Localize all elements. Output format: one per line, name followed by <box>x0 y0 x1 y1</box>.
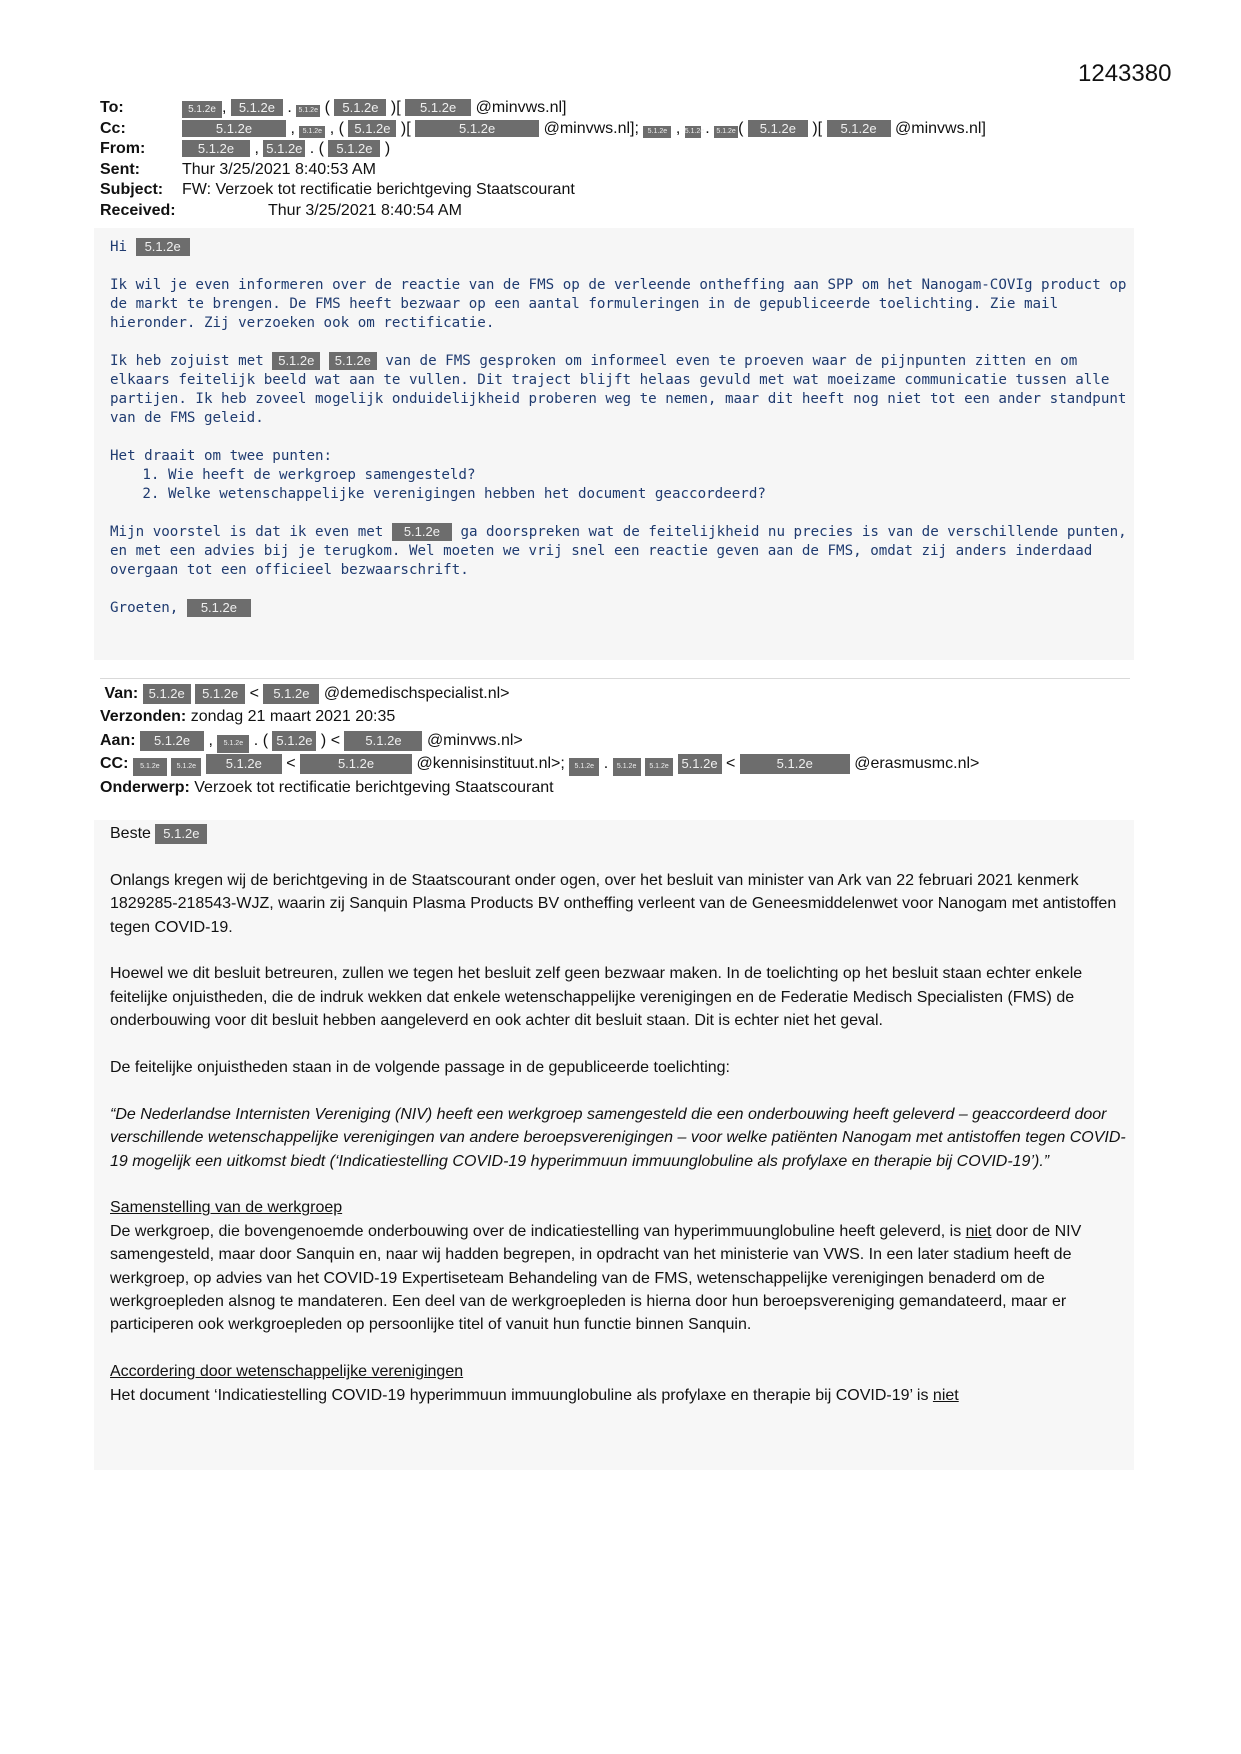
forwarded-header <box>100 682 979 799</box>
message-paragraph-2: Ik heb zojuist met 5.1.2e 5.1.2e van de FMS gesproken om informeel even te proeven waar de pijnpunten zitten en om elkaars feitelijk beeld wat aan te vullen. Dit traject blijft helaas gevuld met wat moeizame communicatie tussen alle partijen. Ik heb zoveel mogelijk onduidelijkheid proberen weg te nemen, maar dit heeft nog niet tot een ander standpunt van de FMS geleid. <box>110 353 1127 426</box>
redaction: 5.1.2e <box>231 99 283 116</box>
message-paragraph-3: Mijn voorstel is dat ik even met 5.1.2e ga doorspreken wat de feitelijkheid nu precies is van de verschillende punten, en met een advies bij je terugkom. Wel moeten we vrij snel een reactie geven aan de FMS, omdat zij anders inderdaad overgaan tot een officieel bezwaarschrift. <box>110 524 1127 578</box>
section-heading-2: Accordering door wetenschappelijke verenigingen <box>110 1363 464 1381</box>
redaction: 5.1.2e <box>740 754 850 774</box>
redaction: 5.1.2e <box>299 126 325 138</box>
redaction: 5.1.2e <box>171 758 201 776</box>
message-closing: Groeten, 5.1.2e <box>110 599 1140 618</box>
redaction: 5.1.2e <box>143 684 191 704</box>
received-row <box>100 201 462 222</box>
redaction: 5.1.2e <box>643 126 671 138</box>
redaction: 5.1.2e <box>714 126 738 138</box>
to-label: To: <box>100 99 124 116</box>
letter-paragraph-2: Hoewel we dit besluit betreuren, zullen we tegen het besluit zelf geen bezwaar maken. In de toelichting op het besluit staan echter enkele feitelijke onjuistheden, die de indruk wekken dat enkele wetenschappelijke verenigingen en de Federatie Medisch Specialisten (FMS) de onderbouwing voor dit besluit hebben aangeleverd en ook achter dit besluit staan. Dit is echter niet het geval. <box>110 965 1083 1030</box>
subject-row <box>100 180 575 201</box>
redaction: 5.1.2e <box>344 731 422 751</box>
redaction: 5.1.2e <box>155 824 207 844</box>
list-item: 1. Wie heeft de werkgroep samengesteld? <box>168 466 1140 485</box>
sent-row <box>100 160 376 181</box>
letter-body <box>110 822 1140 1407</box>
redaction: 5.1.2e <box>348 120 396 137</box>
received-value: Thur 3/25/2021 8:40:54 AM <box>268 201 462 219</box>
document-number: 1243380 <box>1078 60 1172 87</box>
redaction: 5.1.2e <box>392 523 452 541</box>
redaction: 5.1.2e <box>263 140 305 157</box>
cc-domain-2: @minvws.nl] <box>895 119 986 137</box>
sent-label: Sent: <box>100 160 140 178</box>
redaction: 5.1.2e <box>195 684 245 704</box>
redaction: 5.1.2e <box>645 758 673 776</box>
sent-value: Thur 3/25/2021 8:40:53 AM <box>182 160 376 178</box>
section-heading-1: Samenstelling van de werkgroep <box>110 1199 343 1217</box>
letter-paragraph-1: Onlangs kregen wij de berichtgeving in de Staatscourant onder ogen, over het besluit van minister van Ark van 22 februari 2021 kenmerk 1829285-218543-WJZ, waarin zij Sanquin Plasma Products BV ontheffing verleent van de Geneesmiddelenwet voor Nanogam met antistoffen tegen COVID-19. <box>110 871 1117 936</box>
redaction: 5.1.2e <box>272 731 316 751</box>
letter-paragraph-3: De feitelijke onjuistheden staan in de volgende passage in de gepubliceerde toelichting: <box>110 1059 730 1077</box>
redaction: 5.1.2e <box>136 238 190 256</box>
redaction: 5.1.2e <box>296 105 320 117</box>
points-list <box>110 466 1140 504</box>
section-paragraph-1: De werkgroep, die bovengenoemde onderbouwing over de indicatiestelling van hyperimmuunglobuline heeft geleverd, is niet door de NIV samengesteld, maar door Sanquin en, naar wij hadden begrepen, in opdracht van het ministerie van VWS. In een later stadium heeft de werkgroep, op advies van het COVID-19 Expertiseteam Behandeling van de FMS, wetenschappelijke verenigingen benaderd om de werkgroepleden alsnog te mandateren. Een deel van de werkgroepleden is hierna door hun beroepsvereniging gemandateerd, maar er participeren ook werkgroepleden op persoonlijke titel of vanuit hun functie binnen Sanquin. <box>110 1222 1082 1334</box>
message-greeting: Hi 5.1.2e <box>110 238 1140 257</box>
separator-line <box>100 678 1130 679</box>
redaction: 5.1.2e <box>217 735 249 753</box>
subject-label: Subject: <box>100 181 164 198</box>
cc-row: Cc: 5.1.2e , 5.1.2e , ( 5.1.2e )[ 5.1.2e @minvws.nl]; 5.1.2e , 5.1.2e . 5.1.2e ( 5.1.2e )[ 5.1.2e @minvws.nl] <box>100 119 182 140</box>
redaction: 5.1.2e <box>415 120 539 137</box>
message-body <box>110 238 1140 637</box>
letter-quote: “De Nederlandse Internisten Vereniging (NIV) heeft een werkgroep samengesteld die een onderbouwing heeft geleverd – geaccordeerd door verschillende wetenschappelijke verenigingen van andere beroepsverenigingen – voor welke patiënten Nanogam met antistoffen tegen COVID-19 mogelijk een uitkomst biedt (‘Indicatiestelling COVID-19 hyperimmuun immuunglobuline als profylaxe en therapie bij COVID-19’).” <box>110 1105 1126 1170</box>
received-label: Received: <box>100 201 176 219</box>
onderwerp-row: Onderwerp: Verzoek tot rectificatie berichtgeving Staatscourant <box>100 778 554 796</box>
redaction: 5.1.2e <box>272 352 320 370</box>
redaction: 5.1.2e <box>685 126 701 138</box>
cc-row: CC: 5.1.2e 5.1.2e 5.1.2e < 5.1.2e @kennisinstituut.nl>; 5.1.2e . 5.1.2e 5.1.2e 5.1.2e < 5.1.2e @erasmusmc.nl> <box>100 752 979 775</box>
redaction: 5.1.2e <box>187 599 251 617</box>
to-domain: @minvws.nl] <box>475 99 567 116</box>
points-intro: Het draait om twee punten: <box>110 448 333 464</box>
redaction: 5.1.2e <box>613 758 641 776</box>
redaction: 5.1.2e <box>263 684 319 704</box>
from-label: From: <box>100 140 146 157</box>
redaction: 5.1.2e <box>140 731 204 751</box>
redaction: 5.1.2e <box>300 754 412 774</box>
list-item: 2. Welke wetenschappelijke verenigingen hebben het document geaccordeerd? <box>168 485 1140 504</box>
redaction: 5.1.2e <box>405 99 471 116</box>
to-row: To: 5.1.2e , 5.1.2e . 5.1.2e ( 5.1.2e )[ 5.1.2e @minvws.nl] <box>100 98 182 119</box>
redaction: 5.1.2e <box>334 99 386 116</box>
redaction: 5.1.2e <box>182 101 222 118</box>
redaction: 5.1.2e <box>827 120 891 137</box>
redaction: 5.1.2e <box>678 754 722 774</box>
section-paragraph-2: Het document ‘Indicatiestelling COVID-19 hyperimmuun immuunglobuline als profylaxe en therapie bij COVID-19’ is niet <box>110 1386 959 1404</box>
redaction: 5.1.2e <box>569 758 599 776</box>
aan-row: Aan: 5.1.2e , 5.1.2e . ( 5.1.2e ) < 5.1.2e @minvws.nl> <box>100 729 979 752</box>
redaction: 5.1.2e <box>182 140 250 157</box>
verzonden-row: Verzonden: zondag 21 maart 2021 20:35 <box>100 708 396 726</box>
email-header <box>100 98 986 221</box>
subject-value: FW: Verzoek tot rectificatie berichtgeving Staatscourant <box>182 181 575 198</box>
redaction: 5.1.2e <box>206 754 282 774</box>
redaction: 5.1.2e <box>133 758 167 776</box>
redaction: 5.1.2e <box>182 120 286 137</box>
cc-domain: @minvws.nl]; <box>543 119 639 137</box>
redaction: 5.1.2e <box>328 140 380 157</box>
redaction: 5.1.2e <box>329 352 377 370</box>
message-paragraph-1: Ik wil je even informeren over de reactie van de FMS op de verleende ontheffing aan SPP om het Nanogam-COVIg product op de markt te brengen. De FMS heeft bezwaar op een aantal formuleringen in de gepubliceerde toelichting. Zie mail hieronder. Zij verzoeken ook om rectificatie. <box>110 277 1127 331</box>
van-row: Van: 5.1.2e 5.1.2e < 5.1.2e @demedischspecialist.nl> <box>104 685 510 702</box>
redaction: 5.1.2e <box>748 120 808 137</box>
letter-greeting: Beste 5.1.2e <box>110 822 1140 845</box>
cc-label: Cc: <box>100 119 126 137</box>
from-row: From: 5.1.2e , 5.1.2e . ( 5.1.2e ) <box>100 139 182 160</box>
